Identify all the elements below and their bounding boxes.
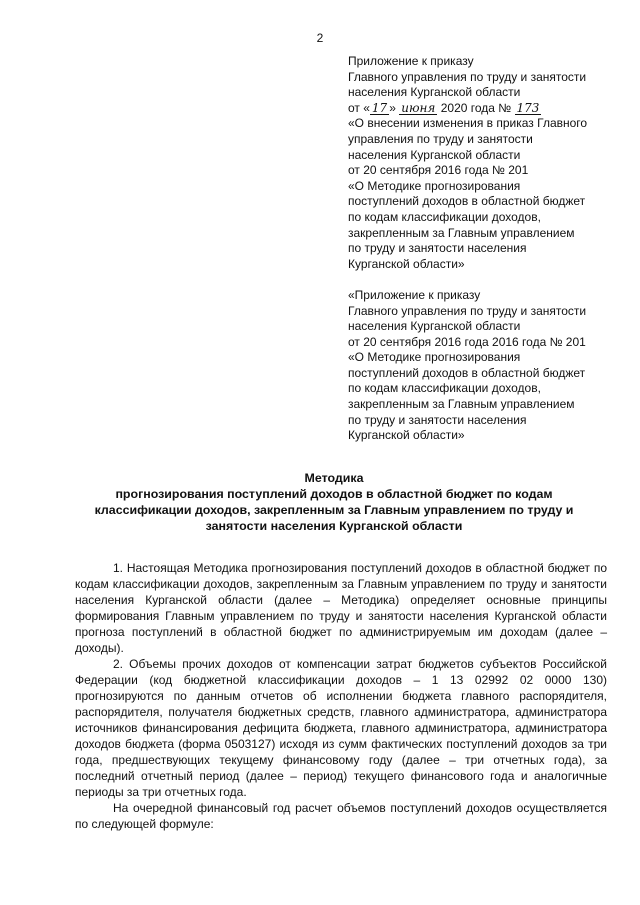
second-line: по кодам классификации доходов,: [348, 381, 541, 396]
second-line: закрепленным за Главным управлением: [348, 397, 575, 412]
spacer: [348, 272, 618, 288]
handwritten-order-number: 173: [516, 100, 540, 115]
approval-line: Приложение к приказу: [348, 54, 474, 68]
date-prefix: от «: [348, 100, 370, 115]
page-number: 2: [316, 31, 324, 45]
second-line: Курганской области»: [348, 428, 465, 443]
handwritten-month: июня: [401, 100, 436, 115]
date-mid: »: [389, 100, 396, 115]
approval-line: Главного управления по труду и занятости: [348, 69, 587, 84]
second-line: «О Методике прогнозирования: [348, 350, 521, 365]
amend-line: по труду и занятости населения: [348, 241, 527, 256]
document-heading: [84, 470, 584, 534]
body-paragraph-3: На очередной финансовый год расчет объемов поступлений доходов осуществляется по следующей формуле:: [75, 801, 607, 831]
second-line: по труду и занятости населения: [348, 412, 527, 427]
second-line: Главного управления по труду и занятости: [348, 303, 587, 318]
second-line: от 20 сентября 2016 года 2016 года № 201: [348, 334, 586, 349]
approval-block: [348, 54, 618, 444]
amend-line: по кодам классификации доходов,: [348, 209, 541, 224]
amend-line: Курганской области»: [348, 256, 465, 271]
amend-line: «О внесении изменения в приказ Главного: [348, 116, 588, 131]
second-line: «Приложение к приказу: [348, 287, 481, 302]
amend-line: «О Методике прогнозирования: [348, 178, 521, 193]
second-line: поступлений доходов в областной бюджет: [348, 365, 586, 380]
handwritten-day: 17: [371, 100, 388, 115]
amend-line: поступлений доходов в областной бюджет: [348, 194, 586, 209]
heading-line: классификации доходов, закрепленным за Главным управлением по труду и: [94, 503, 574, 517]
amend-line: от 20 сентября 2016 года № 201: [348, 163, 529, 178]
body-paragraph-2: 2. Объемы прочих доходов от компенсации затрат бюджетов субъектов Российской Федерации (код бюджетной классификации доходов – 1 13 02992 02 0000 130) прогнозируются по данным отчетов об исполнении бюджета главного распорядителя, распорядителя, получателя бюджетных средств, главного администратора, администратора источников финансирования дефицита бюджета, главного администратора, администратора доходов бюджета (форма 0503127) исходя из сумм фактических поступлений доходов за три года, предшествующих текущему финансовому году (далее – три отчетных года), за последний отчетный период (далее – период) текущего финансового года и аналогичные периоды за три отчетных года.: [75, 657, 607, 799]
amend-line: населения Курганской области: [348, 147, 521, 162]
heading-line: занятости населения Курганской области: [205, 519, 463, 533]
heading-line: прогнозирования поступлений доходов в областной бюджет по кодам: [115, 487, 553, 501]
amend-line: управления по труду и занятости: [348, 131, 533, 146]
second-line: населения Курганской области: [348, 319, 521, 334]
body-paragraph-1: 1. Настоящая Методика прогнозирования поступлений доходов в областной бюджет по кодам классификации доходов, закрепленным за Главным управлением по труду и занятости населения Курганской области (далее – Методика) определяет основные принципы формирования Главным управлением по труду и занятости населения Курганской области прогноза поступлений в областной бюджет по администрируемым им доходам (далее – доходы).: [75, 561, 607, 655]
date-year: 2020 года №: [437, 100, 515, 115]
heading-title: Методика: [304, 471, 364, 485]
approval-line: населения Курганской области: [348, 85, 521, 100]
amend-line: закрепленным за Главным управлением: [348, 225, 575, 240]
document-body: [75, 560, 607, 832]
approval-date-line: [348, 101, 618, 117]
